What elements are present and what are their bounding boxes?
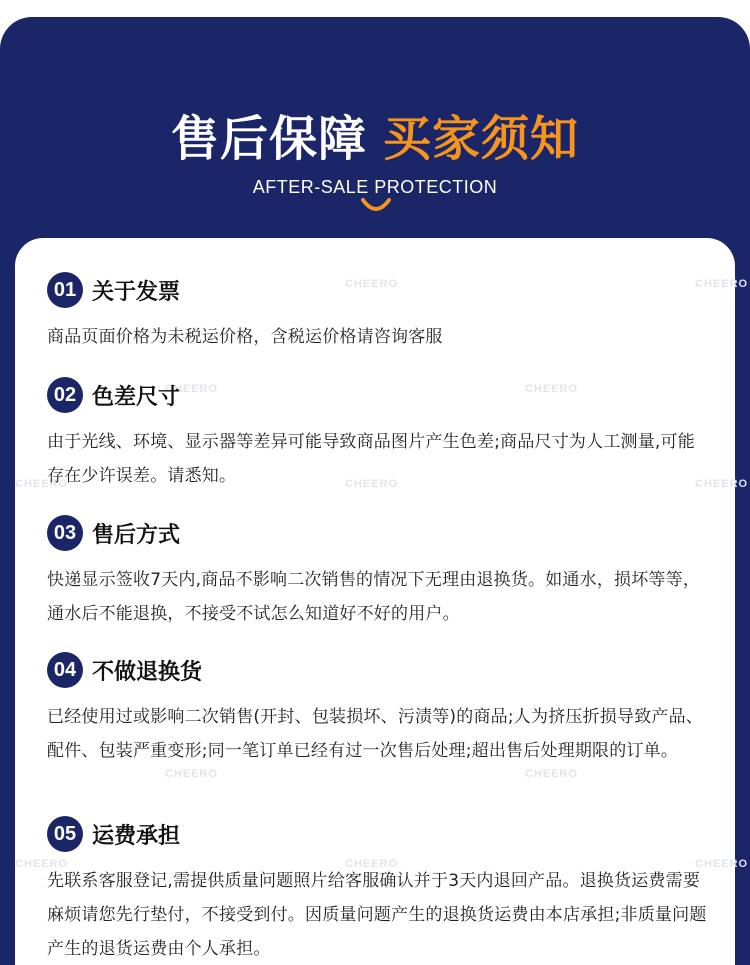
section-color-size	[47, 376, 707, 493]
section-number-badge: 03	[47, 515, 83, 551]
section-number-badge: 02	[47, 377, 83, 413]
page-title	[0, 111, 750, 167]
smile-accent-icon	[359, 196, 393, 218]
section-title: 色差尺寸	[92, 384, 181, 410]
watermark-logo: CHEERO	[165, 383, 219, 395]
watermark-logo: CHEERO	[695, 278, 749, 290]
section-shipping-fee	[47, 815, 707, 965]
watermark-logo: CHEERO	[695, 858, 749, 870]
section-invoice	[47, 271, 707, 354]
section-text: 快递显示签收7天内,商品不影响二次销售的情况下无理由退换货。如通水，损坏等等，通水后不能退换，不接受不试怎么知道好不好的用户。	[47, 570, 701, 624]
section-text: 已经使用过或影响二次销售(开封、包装损坏、污渍等)的商品;人为挤压折损导致产品、配件、包装严重变形;同一笔订单已经有过一次售后处理;超出售后处理期限的订单。	[47, 707, 703, 761]
section-title: 运费承担	[92, 823, 181, 849]
title-main: 售后保障	[170, 111, 367, 167]
watermark-logo: CHEERO	[165, 768, 219, 780]
watermark-logo: CHEERO	[525, 768, 579, 780]
section-title: 关于发票	[92, 279, 181, 305]
title-accent: 买家须知	[383, 111, 580, 167]
watermark-logo: CHEERO	[345, 278, 399, 290]
section-number-badge: 04	[47, 652, 83, 688]
watermark-logo: CHEERO	[345, 478, 399, 490]
section-number-badge: 01	[47, 272, 83, 308]
section-number-badge: 05	[47, 816, 83, 852]
section-title: 不做退换货	[92, 659, 203, 685]
watermark-logo: CHEERO	[15, 858, 69, 870]
page-subtitle: AFTER-SALE PROTECTION	[252, 177, 498, 197]
watermark-logo: CHEERO	[525, 383, 579, 395]
section-no-return	[47, 651, 707, 768]
watermark-logo: CHEERO	[15, 478, 69, 490]
watermark-logo: CHEERO	[695, 478, 749, 490]
watermark-logo: CHEERO	[345, 858, 399, 870]
section-after-sale-method	[47, 514, 707, 631]
section-text: 由于光线、环境、显示器等差异可能导致商品图片产生色差;商品尺寸为人工测量,可能存在少许误差。请悉知。	[47, 432, 695, 486]
header-banner	[0, 17, 750, 965]
section-text: 先联系客服登记,需提供质量问题照片给客服确认并于3天内退回产品。退换货运费需要麻烦请您先行垫付，不接受到付。因质量问题产生的退换货运费由本店承担;非质量问题产生的退货运费由个人承担。	[47, 871, 707, 959]
section-text: 商品页面价格为未税运价格，含税运价格请咨询客服	[47, 327, 443, 347]
section-title: 售后方式	[92, 522, 181, 548]
content-card	[15, 238, 749, 965]
